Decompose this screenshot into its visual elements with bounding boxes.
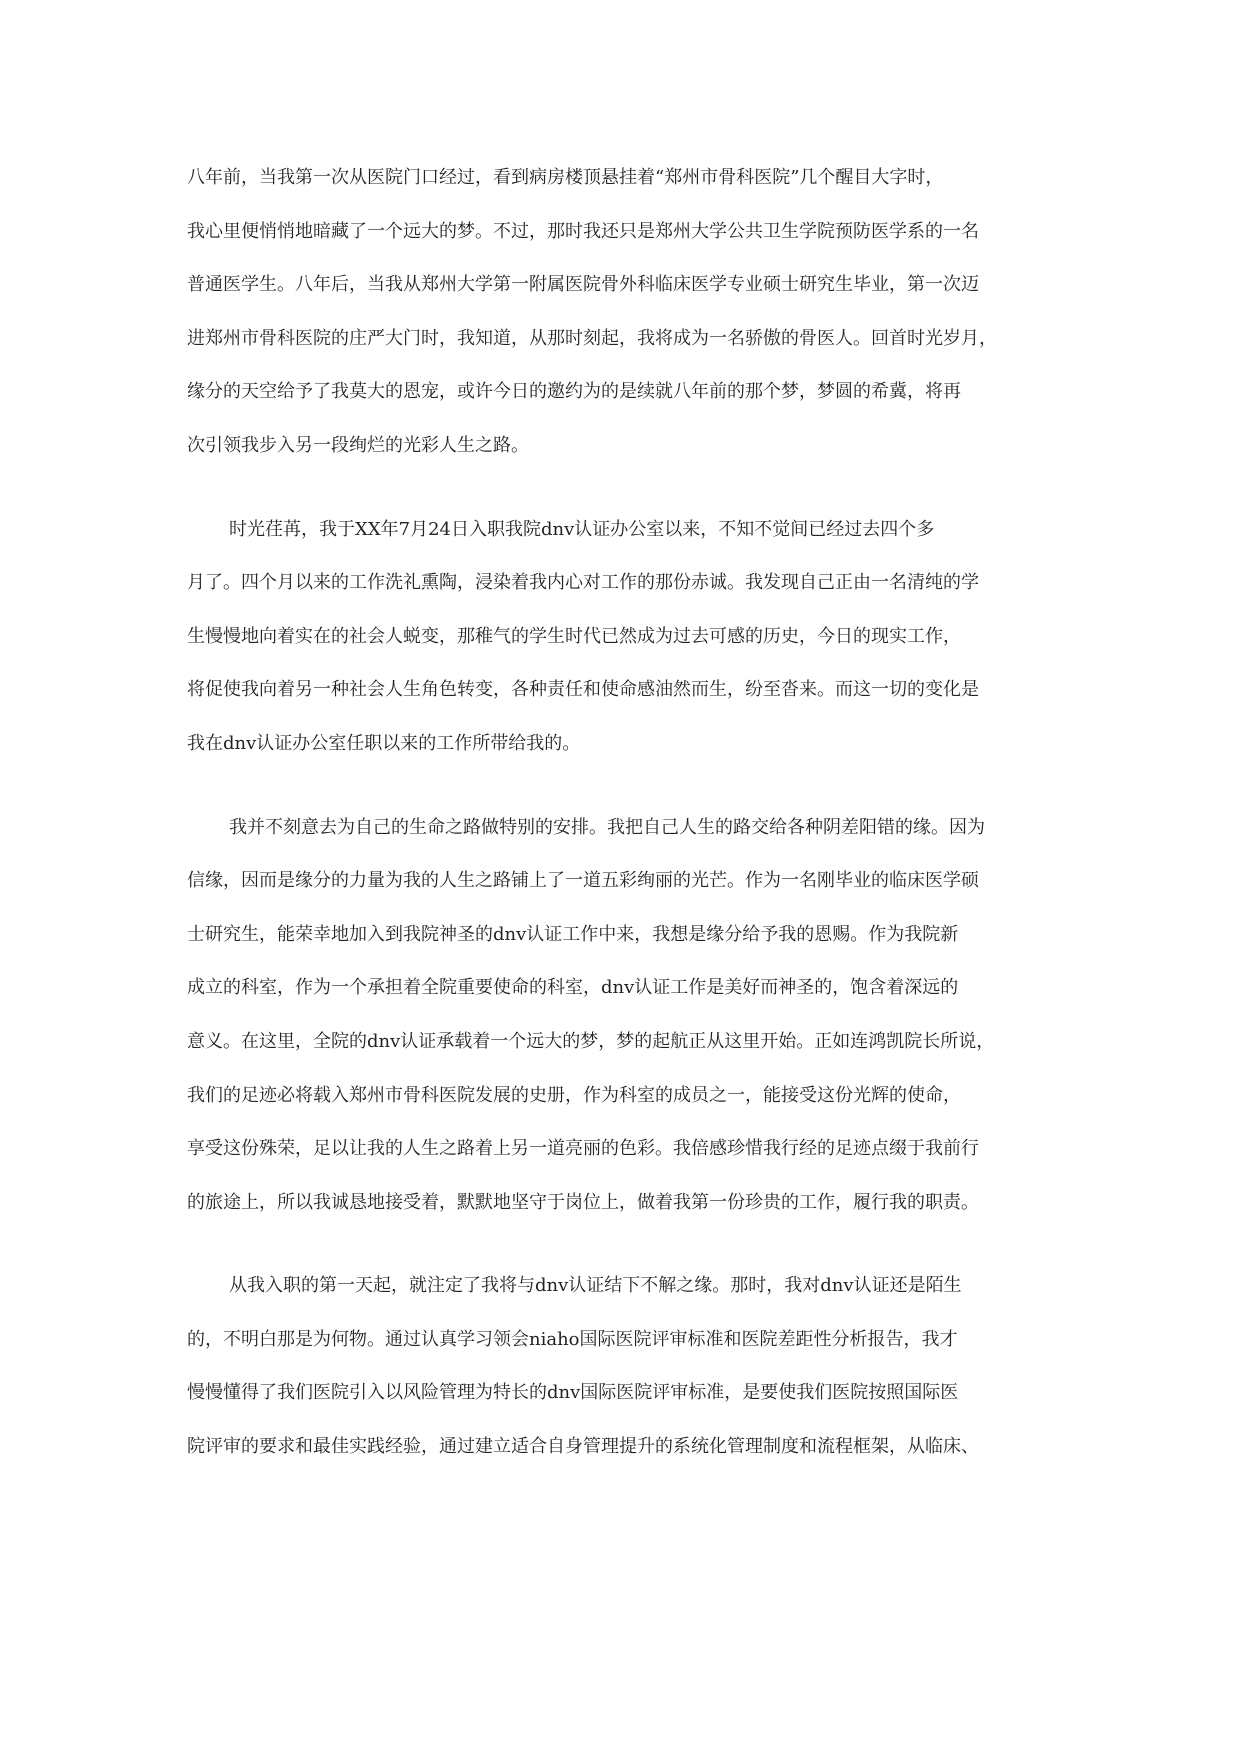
text-line: 成立的科室，作为一个承担着全院重要使命的科室，dnv认证工作是美好而神圣的，饱含着深远的 xyxy=(187,977,959,999)
text-line: 八年前，当我第一次从医院门口经过，看到病房楼顶悬挂着“郑州市骨科医院”几个醒目大字时， xyxy=(187,167,944,188)
document-body xyxy=(187,163,1077,1516)
paragraph xyxy=(187,813,1077,1242)
text-line: 进郑州市骨科医院的庄严大门时，我知道，从那时刻起，我将成为一名骄傲的骨医人。回首时光岁月， xyxy=(187,327,997,349)
paragraph xyxy=(187,515,1077,783)
text-line: 从我入职的第一天起，就注定了我将与dnv认证结下不解之缘。那时，我对dnv认证还是陌生 xyxy=(229,1275,962,1297)
text-line: 士研究生，能荣幸地加入到我院神圣的dnv认证工作中来，我想是缘分给予我的恩赐。作为我院新 xyxy=(187,923,959,945)
text-line: 享受这份殊荣，足以让我的人生之路着上另一道亮丽的色彩。我倍感珍惜我行经的足迹点缀于我前行 xyxy=(187,1138,979,1160)
text-line: 慢慢懂得了我们医院引入以风险管理为特长的dnv国际医院评审标准，是要使我们医院按照国际医 xyxy=(187,1382,959,1404)
text-line: 普通医学生。八年后，当我从郑州大学第一附属医院骨外科临床医学专业硕士研究生毕业，第一次迈 xyxy=(187,274,979,296)
text-line: 我在dnv认证办公室任职以来的工作所带给我的。 xyxy=(187,732,581,754)
text-line: 月了。四个月以来的工作洗礼熏陶，浸染着我内心对工作的那份赤诚。我发现自己正由一名清纯的学 xyxy=(187,572,979,594)
text-line: 信缘，因而是缘分的力量为我的人生之路铺上了一道五彩绚丽的光芒。作为一名刚毕业的临床医学硕 xyxy=(187,870,979,892)
text-line: 院评审的要求和最佳实践经验，通过建立适合自身管理提升的系统化管理制度和流程框架，从临床、 xyxy=(187,1436,979,1458)
text-line: 我并不刻意去为自己的生命之路做特别的安排。我把自己人生的路交给各种阴差阳错的缘。因为 xyxy=(229,816,985,838)
text-line: 缘分的天空给予了我莫大的恩宠，或许今日的邀约为的是续就八年前的那个梦，梦圆的希冀，将再 xyxy=(187,381,961,403)
text-line: 我们的足迹必将载入郑州市骨科医院发展的史册，作为科室的成员之一，能接受这份光辉的使命， xyxy=(187,1084,961,1106)
text-line: 次引领我步入另一段绚烂的光彩人生之路。 xyxy=(187,434,529,456)
text-line: 时光荏苒，我于XX年7月24日入职我院dnv认证办公室以来，不知不觉间已经过去四个多 xyxy=(229,518,935,540)
paragraph xyxy=(187,163,1077,485)
text-line: 的，不明白那是为何物。通过认真学习领会niaho国际医院评审标准和医院差距性分析报告，我才 xyxy=(187,1328,958,1350)
text-line: 将促使我向着另一种社会人生角色转变，各种责任和使命感油然而生，纷至沓来。而这一切的变化是 xyxy=(187,679,979,701)
text-line: 意义。在这里，全院的dnv认证承载着一个远大的梦，梦的起航正从这里开始。正如连鸿凯院长所说， xyxy=(187,1030,995,1052)
text-line: 我心里便悄悄地暗藏了一个远大的梦。不过，那时我还只是郑州大学公共卫生学院预防医学系的一名 xyxy=(187,220,979,242)
paragraph xyxy=(187,1271,1077,1485)
text-line: 生慢慢地向着实在的社会人蜕变，那稚气的学生时代已然成为过去可感的历史，今日的现实工作， xyxy=(187,625,961,647)
text-line: 的旅途上，所以我诚恳地接受着，默默地坚守于岗位上，做着我第一份珍贵的工作，履行我的职责。 xyxy=(187,1191,979,1213)
